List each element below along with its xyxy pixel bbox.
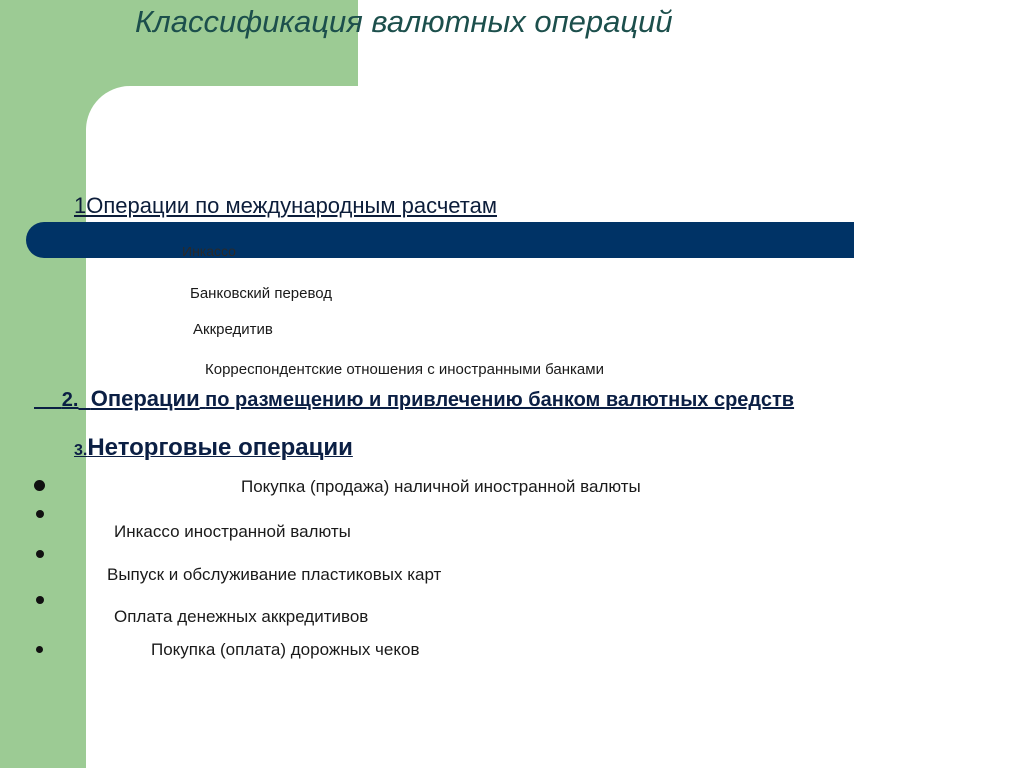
section3-number: 3.: [74, 442, 88, 459]
section2-rest: по размещению и привлечению банком валютных средств: [205, 389, 795, 411]
slide-title: Классификация валютных операций: [135, 4, 673, 39]
section2-underline-lead: [34, 389, 62, 411]
section2-number: 2.: [61, 389, 79, 411]
section1-item-letter-of-credit: Аккредитив: [193, 321, 273, 338]
section1-item-correspondent: Корреспондентские отношения с иностранными банками: [205, 361, 604, 378]
bullet-icon: [36, 596, 44, 604]
section3-item-travel-cheques: Покупка (оплата) дорожных чеков: [151, 640, 420, 659]
section3-item-plastic-cards: Выпуск и обслуживание пластиковых карт: [107, 565, 442, 584]
bullet-icon: [36, 510, 44, 518]
section1-item-transfer: Банковский перевод: [190, 285, 333, 302]
content-panel: [86, 86, 1024, 768]
bullet-icon: [36, 646, 43, 653]
section1-heading: 1Операции по международным расчетам: [74, 193, 497, 218]
section1-cut-item: Инкассо: [182, 247, 236, 259]
divider-bar: [26, 222, 854, 258]
section3-item-cash-currency: Покупка (продажа) наличной иностранной валюты: [241, 477, 641, 496]
section2-word: Операции: [90, 386, 200, 411]
green-sidebar-block: [0, 0, 86, 768]
section3-title: Неторговые операции: [87, 434, 353, 461]
bullet-icon: [36, 550, 44, 558]
section2-heading: [34, 386, 794, 412]
section3-item-collection: Инкассо иностранной валюты: [114, 522, 351, 541]
section3-item-money-credits: Оплата денежных аккредитивов: [114, 607, 369, 626]
bullet-icon: [34, 480, 45, 491]
section3-heading: [74, 434, 353, 462]
